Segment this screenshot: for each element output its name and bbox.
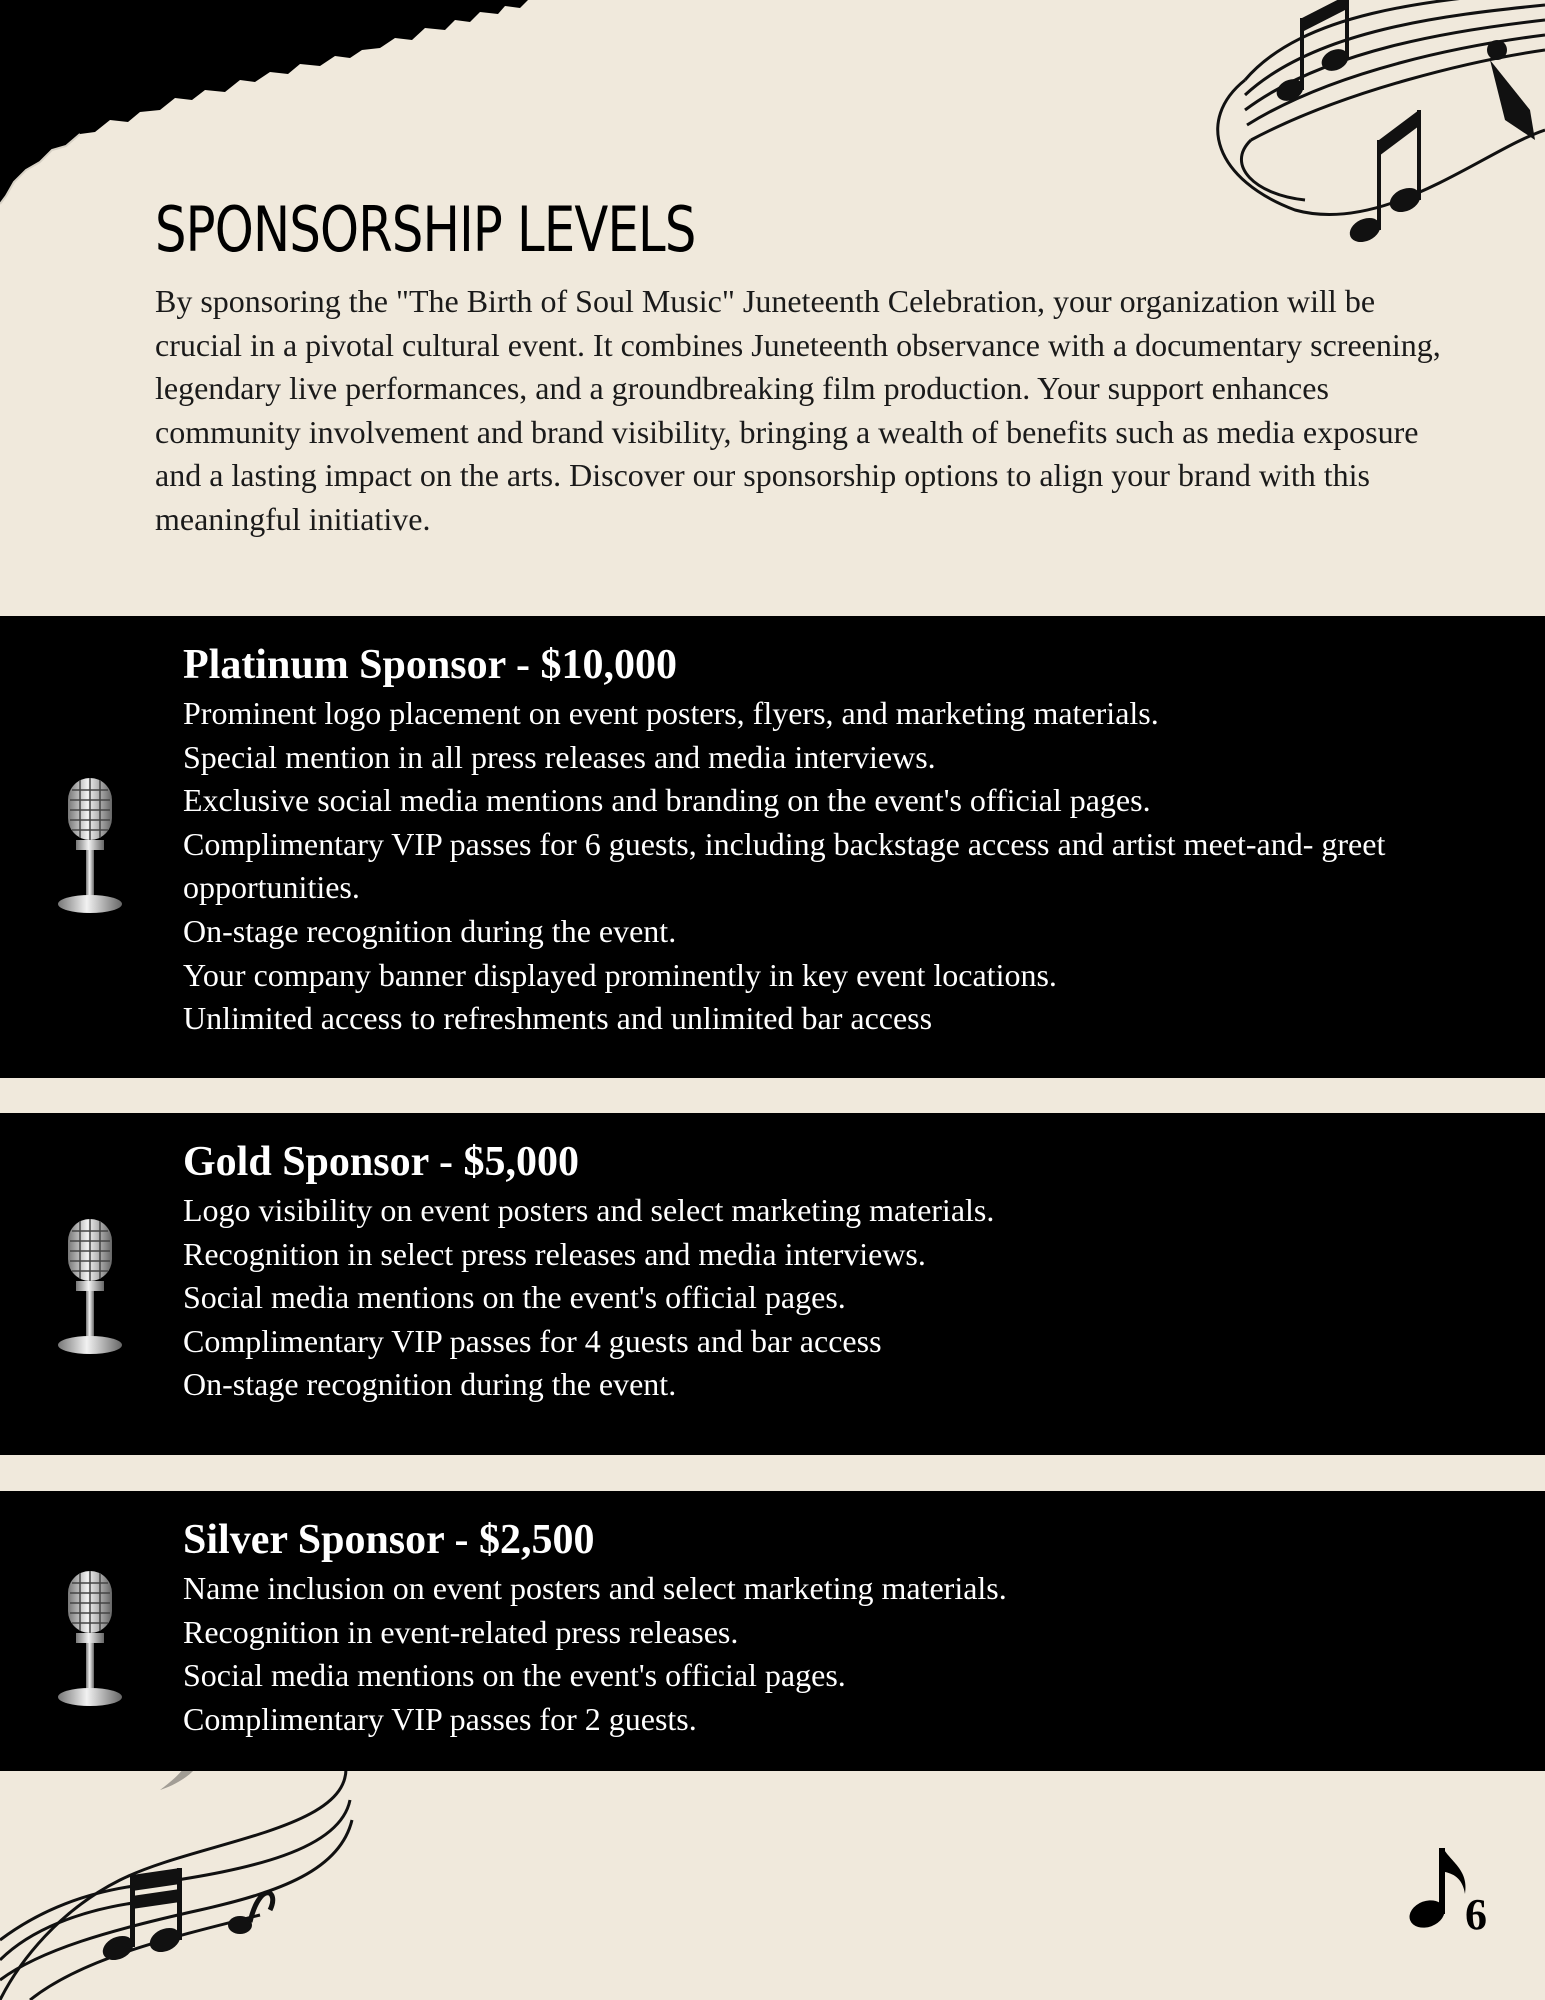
page-number [1407, 1844, 1487, 1940]
benefit-item: On-stage recognition during the event. [183, 912, 677, 949]
benefits-list [183, 692, 1513, 1041]
benefit-item: Social media mentions on the event's official pages. [183, 1279, 846, 1316]
benefit-item: Complimentary VIP passes for 6 guests, including backstage access and artist meet-and- greet opportunities. [183, 825, 1386, 906]
benefit-item: Prominent logo placement on event posters, flyers, and marketing materials. [183, 695, 1159, 731]
tier-title: Gold Sponsor - $5,000 [183, 1139, 579, 1185]
benefit-item: On-stage recognition during the event. [183, 1366, 677, 1403]
benefits-list [183, 1189, 1513, 1407]
benefits-list [183, 1567, 1513, 1741]
music-note-icon [1407, 1844, 1471, 1930]
benefit-item: Recognition in event-related press releases. [183, 1613, 739, 1650]
tier-platinum [0, 616, 1545, 1078]
microphone-icon [54, 776, 126, 916]
page-number-text: 6 [1465, 1890, 1487, 1939]
benefit-item: Complimentary VIP passes for 2 guests. [183, 1700, 697, 1737]
tier-gold [0, 1113, 1545, 1455]
benefit-item: Social media mentions on the event's official pages. [183, 1657, 846, 1694]
tier-title: Platinum Sponsor - $10,000 [183, 642, 677, 688]
intro-paragraph: By sponsoring the "The Birth of Soul Music" Juneteenth Celebration, your organization will be crucial in a pivotal cultural event. It combines Juneteenth observance with a documentary screening, legendary live performances, and a groundbreaking film production. Your support enhances community involvement and brand visibility, bringing a wealth of benefits such as media exposure and a lasting impact on the arts. Discover our sponsorship options to align your brand with this meaningful initiative. [155, 283, 1441, 537]
benefit-item: Recognition in select press releases and media interviews. [183, 1235, 926, 1272]
benefit-item: Name inclusion on event posters and select marketing materials. [183, 1570, 1007, 1606]
benefit-item: Logo visibility on event posters and select marketing materials. [183, 1192, 995, 1228]
benefit-item: Exclusive social media mentions and branding on the event's official pages. [183, 782, 1151, 819]
page-title: SPONSORSHIP LEVELS [155, 193, 696, 266]
benefit-item: Complimentary VIP passes for 4 guests and bar access [183, 1322, 882, 1359]
music-staff-top-icon [1185, 0, 1545, 260]
tier-silver [0, 1491, 1545, 1771]
benefit-item: Special mention in all press releases and media interviews. [183, 738, 936, 775]
microphone-icon [54, 1569, 126, 1709]
benefit-item: Your company banner displayed prominently in key event locations. [183, 956, 1057, 993]
microphone-icon [54, 1217, 126, 1357]
tier-title: Silver Sponsor - $2,500 [183, 1517, 595, 1563]
benefit-item: Unlimited access to refreshments and unlimited bar access [183, 1000, 933, 1037]
